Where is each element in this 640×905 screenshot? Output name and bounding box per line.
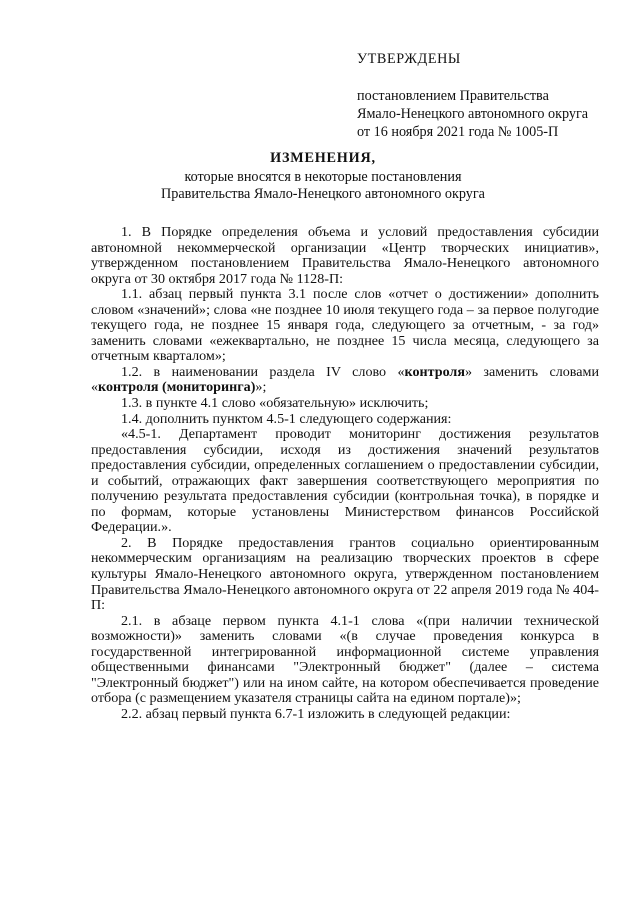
approval-heading: УТВЕРЖДЕНЫ xyxy=(357,51,461,67)
approval-line-2: Ямало-Ненецкого автономного округа xyxy=(357,106,589,122)
subtitle-line-1: которые вносятся в некоторые постановления xyxy=(184,169,462,185)
title-block xyxy=(90,150,556,203)
paragraph-1-2-part-c: » заменить словами « xyxy=(91,363,599,396)
paragraph-4-5-1: «4.5-1. Департамент проводит мониторинг достижения результатов предоставления субсидии, исходя из достижения значений результатов предоставления субсидии, определенных соглашением о предоставлении субсидии, и событий, отражающих факт завершения соответствующего мероприятия по получению результата предоставления субсидии (контрольная точка), в порядке и по формам, которые установлены Министерством финансов Российской Федерации.». xyxy=(91,426,599,536)
paragraph-1-4: 1.4. дополнить пунктом 4.5-1 следующего содержания: xyxy=(121,410,452,427)
paragraph-1-2-part-e: »; xyxy=(255,379,267,396)
approval-line-3: от 16 ноября 2021 года № 1005-П xyxy=(357,124,559,140)
paragraph-1-2-part-a: 1.2. в наименовании раздела IV слово « xyxy=(121,363,405,380)
paragraph-1: 1. В Порядке определения объема и условий предоставления субсидии автономной некоммерческой организации «Центр творческих инициатив», утвержденном постановлением Правительства Ямало-Ненецкого автономного округа от 30 октября 2017 года № 1128-П: xyxy=(91,224,599,287)
approval-line-1: постановлением Правительства xyxy=(357,88,549,104)
paragraph-1-1: 1.1. абзац первый пункта 3.1 после слов «отчет о достижении» дополнить словом «значений»; слова «не позднее 10 июля текущего года – за первое полугодие текущего года, не позднее 15 января года, следующего за отчетным, - за год» заменить словами «ежеквартально, не позднее 15 числа месяца, следующего за отчетным кварталом»; xyxy=(91,286,599,365)
paragraph-2-2: 2.2. абзац первый пункта 6.7-1 изложить в следующей редакции: xyxy=(121,705,511,722)
paragraph-2-1: 2.1. в абзаце первом пункта 4.1-1 слова «(при наличии технической возможности)» заменить словами «(в случае проведения конкурса в государственной интегрированной информационной системе управления общественными финансами "Электронный бюджет" (далее – система "Электронный бюджет") или на ином сайте, на котором обеспечивается проведение отбора (с размещением указателя страницы сайта на едином портале)»; xyxy=(91,612,599,707)
document-title: ИЗМЕНЕНИЯ, xyxy=(270,150,376,166)
subtitle-line-2: Правительства Ямало-Ненецкого автономного округа xyxy=(161,186,485,202)
paragraph-1-2 xyxy=(91,365,599,396)
bold-phrase-monitoring: контроля (мониторинга) xyxy=(98,379,256,396)
approval-block xyxy=(357,50,627,141)
paragraph-2: 2. В Порядке предоставления грантов социально ориентированным некоммерческим организациям на реализацию творческих проектов в сфере культуры Ямало-Ненецкого автономного округа, утвержденном постановлением Правительства Ямало-Ненецкого автономного округа от 22 апреля 2019 года № 404-П: xyxy=(91,534,599,614)
paragraph-1-3: 1.3. в пункте 4.1 слово «обязательную» исключить; xyxy=(121,395,429,412)
bold-word-control: контроля xyxy=(404,363,465,380)
document-body xyxy=(91,225,599,723)
